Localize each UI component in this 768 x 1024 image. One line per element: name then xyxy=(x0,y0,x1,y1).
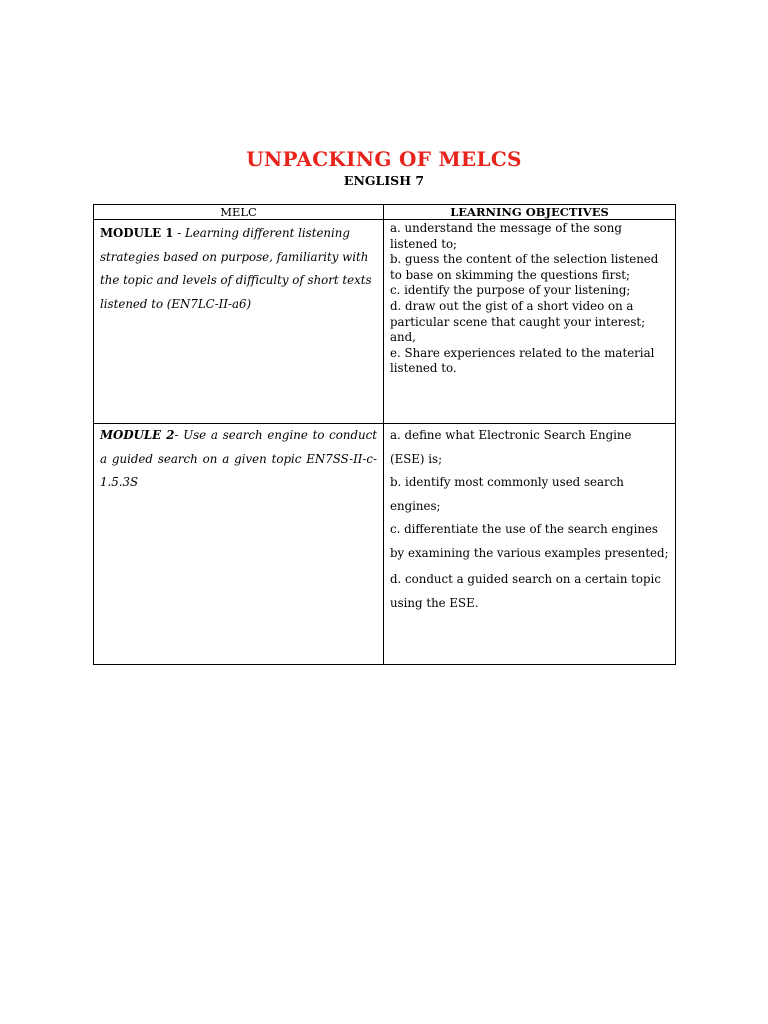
melc-column-header: MELC xyxy=(94,205,384,220)
table-row xyxy=(94,220,676,424)
objective-item: b. guess the content of the selection listened to base on skimming the questions first; xyxy=(390,252,659,282)
objectives-column-header: LEARNING OBJECTIVES xyxy=(384,205,676,220)
module-separator: - xyxy=(174,428,184,442)
melc-cell xyxy=(94,424,384,665)
melc-table xyxy=(93,204,676,665)
module-label: MODULE 2 xyxy=(100,428,175,442)
objective-item: a. define what Electronic Search Engine (ESE) is; xyxy=(390,428,632,466)
document-title: UNPACKING OF MELCS xyxy=(246,147,522,171)
objectives-cell xyxy=(384,220,676,424)
objective-item: c. identify the purpose of your listening; xyxy=(390,283,631,298)
objective-item: d. draw out the gist of a short video on a particular scene that caught your interest; and, xyxy=(390,298,646,345)
objective-item: a. understand the message of the song listened to; xyxy=(390,221,622,251)
melc-text: Use a search engine to conduct a guided search on a given topic EN7SS-II-c-1.5.3S xyxy=(100,428,377,489)
objective-item: d. conduct a guided search on a certain topic using the ESE. xyxy=(390,572,661,610)
objective-item: c. differentiate the use of the search engines by examining the various examples presented; xyxy=(390,522,669,560)
module-label: MODULE 1 xyxy=(100,226,174,240)
melc-cell xyxy=(94,220,384,424)
module-separator: - xyxy=(173,226,185,240)
objective-item: b. identify most commonly used search engines; xyxy=(390,475,624,513)
objective-item: e. Share experiences related to the material listened to. xyxy=(390,345,655,376)
melc-text: Learning different listening strategies based on purpose, familiarity with the topic and levels of difficulty of short texts listened to (EN7LC-II-a6) xyxy=(100,226,372,311)
document-subtitle: ENGLISH 7 xyxy=(343,173,425,188)
table-row xyxy=(94,424,676,665)
table-header-row xyxy=(94,205,676,220)
objectives-cell xyxy=(384,424,676,665)
